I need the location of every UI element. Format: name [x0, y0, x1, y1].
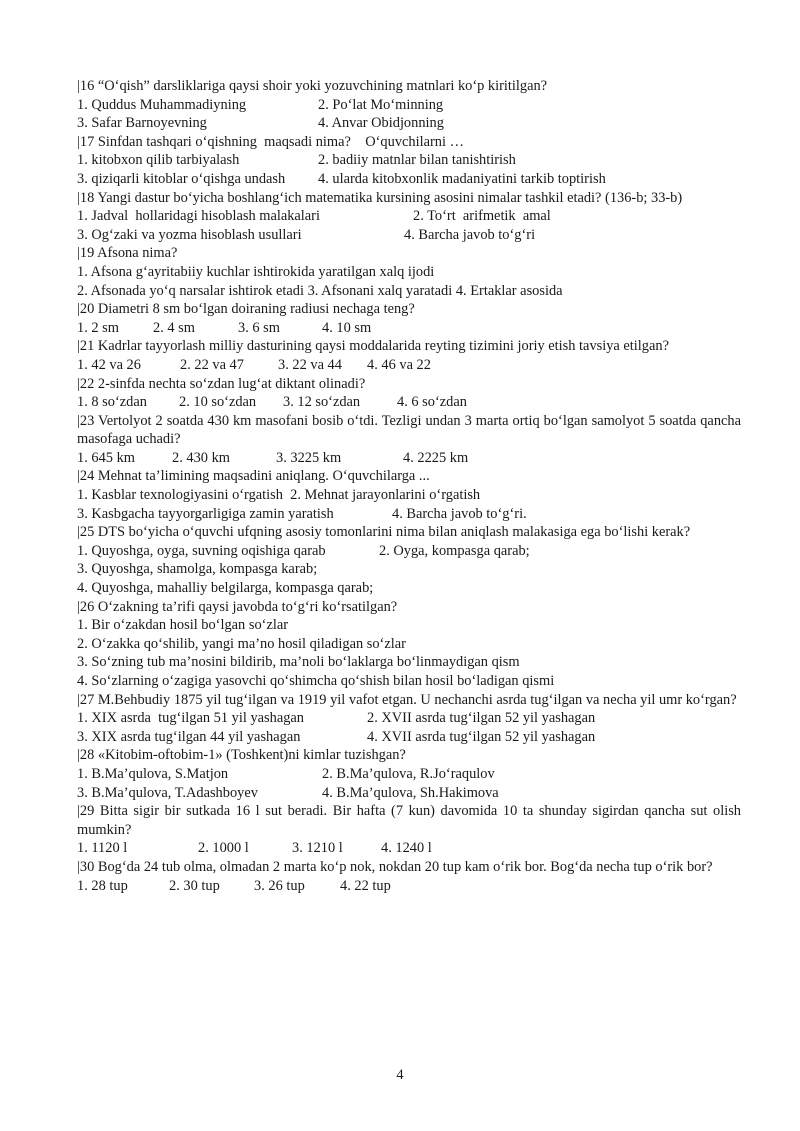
question-30-options — [77, 877, 741, 896]
question-16-option-1: 1. Quddus Muhammadiyning — [77, 96, 247, 113]
question-25-text: |25 DTS bo‘yicha o‘quvchi ufqning asosiy tomonlarini nima bilan aniqlash malakasiga ega bo‘lishi kerak? — [77, 524, 691, 541]
question-22-option-3: 3. 12 so‘zdan — [283, 394, 361, 411]
question-17-option-2: 2. badiiy matnlar bilan tanishtirish — [318, 152, 516, 169]
question-30-option-3: 3. 26 tup — [254, 877, 305, 894]
question-19-options-2-4: 2. Afsonada yo‘q narsalar ishtirok etadi 3. Afsonani xalq yaratadi 4. Ertaklar asosida — [77, 282, 563, 299]
question-21-option-3: 3. 22 va 44 — [278, 356, 342, 373]
question-22-option-4: 4. 6 so‘zdan — [397, 394, 467, 411]
question-27-option-3: 3. XIX asrda tug‘ilgan 44 yil yashagan — [77, 728, 301, 745]
question-18-option-2: 2. To‘rt arifmetik amal — [413, 208, 551, 225]
question-24-option-4: 4. Barcha javob to‘g‘ri. — [392, 505, 527, 522]
question-18-option-1: 1. Jadval hollaridagi hisoblash malakalari — [77, 208, 320, 225]
question-21-option-4: 4. 46 va 22 — [367, 356, 431, 373]
question-29-text: |29 Bitta sigir bir sutkada 16 l sut beradi. Bir hafta (7 kun) davomida 10 ta shunday sigirdan qancha sut olish mumkin? — [77, 803, 741, 838]
question-19-text: |19 Afsona nima? — [77, 245, 178, 262]
question-28-options-row-1 — [77, 765, 741, 784]
question-28-option-4: 4. B.Ma’qulova, Sh.Hakimova — [322, 784, 499, 801]
question-28-options-row-2 — [77, 784, 741, 803]
question-23-text: |23 Vertolyot 2 soatda 430 km masofani bosib o‘tdi. Tezligi undan 3 marta ortiq bo‘lgan samolyot 5 soatda qancha masofaga uchadi? — [77, 412, 741, 448]
question-25-option-4: 4. Quyoshga, mahalliy belgilarga, kompasga qarab; — [77, 580, 374, 597]
question-20-option-2: 2. 4 sm — [153, 319, 195, 336]
question-20-text: |20 Diametri 8 sm bo‘lgan doiraning radiusi nechaga teng? — [77, 301, 415, 318]
question-25-option-1: 1. Quyoshga, oyga, suvning oqishiga qarab — [77, 542, 326, 559]
question-27-text: |27 M.Behbudiy 1875 yil tug‘ilgan va 1919 yil vafot etgan. U nechanchi asrda tug‘ilgan va necha yil umr ko‘rgan? — [77, 691, 737, 708]
question-23-option-1: 1. 645 km — [77, 449, 135, 466]
question-25-option-2: 2. Oyga, kompasga qarab; — [379, 542, 530, 559]
question-28-option-3: 3. B.Ma’qulova, T.Adashboyev — [77, 784, 258, 801]
question-26-option-2: 2. O‘zakka qo‘shilib, yangi ma’no hosil qiladigan so‘zlar — [77, 635, 406, 652]
question-22-options — [77, 393, 741, 412]
question-27-option-4: 4. XVII asrda tug‘ilgan 52 yil yashagan — [367, 728, 596, 745]
question-27-option-2: 2. XVII asrda tug‘ilgan 52 yil yashagan — [367, 710, 596, 727]
question-28-option-1: 1. B.Ma’qulova, S.Matjon — [77, 765, 229, 782]
question-20-option-1: 1. 2 sm — [77, 319, 119, 336]
question-list — [77, 77, 741, 895]
question-20-options — [77, 319, 741, 338]
question-24-text: |24 Mehnat ta’limining maqsadini aniqlang. O‘quvchilarga ... — [77, 468, 430, 485]
page-number: 4 — [396, 1067, 404, 1083]
question-29-option-4: 4. 1240 l — [381, 840, 432, 857]
question-24-option-3: 3. Kasbgacha tayyorgarligiga zamin yaratish — [77, 505, 334, 522]
question-17-option-4: 4. ularda kitobxonlik madaniyatini tarkib toptirish — [318, 170, 606, 187]
question-18-options-row-2 — [77, 226, 741, 245]
question-16-option-4: 4. Anvar Obidjonning — [318, 115, 444, 132]
question-27-options-row-1 — [77, 709, 741, 728]
question-16-option-3: 3. Safar Barnoyevning — [77, 115, 207, 132]
question-18-text: |18 Yangi dastur bo‘yicha boshlang‘ich matematika kursining asosini nimalar tashkil etadi? (136-b; 33-b) — [77, 189, 683, 206]
question-23-option-3: 3. 3225 km — [276, 449, 342, 466]
question-20-option-4: 4. 10 sm — [322, 319, 372, 336]
question-23-options — [77, 449, 741, 468]
question-30-option-4: 4. 22 tup — [340, 877, 391, 894]
question-27-option-1: 1. XIX asrda tug‘ilgan 51 yil yashagan — [77, 710, 304, 727]
question-18-option-4: 4. Barcha javob to‘g‘ri — [404, 226, 536, 243]
question-29-option-1: 1. 1120 l — [77, 840, 128, 857]
question-21-option-2: 2. 22 va 47 — [180, 356, 244, 373]
question-21-text: |21 Kadrlar tayyorlash milliy dasturining qaysi moddalarida reyting tizimini joriy etish tavsiya etilgan? — [77, 338, 669, 355]
question-28-option-2: 2. B.Ma’qulova, R.Jo‘raqulov — [322, 765, 495, 782]
question-18-options-row-1 — [77, 207, 741, 226]
question-30-text: |30 Bog‘da 24 tub olma, olmadan 2 marta ko‘p nok, nokdan 20 tup kam o‘rik bor. Bog‘da necha tup o‘rik bor? — [77, 858, 713, 875]
question-22-option-1: 1. 8 so‘zdan — [77, 394, 147, 411]
question-26-option-1: 1. Bir o‘zakdan hosil bo‘lgan so‘zlar — [77, 617, 289, 634]
question-17-options-row-2 — [77, 170, 741, 189]
question-25-options-row-1 — [77, 542, 741, 561]
question-21-options — [77, 356, 741, 375]
question-26-text: |26 O‘zakning ta’rifi qaysi javobda to‘g‘ri ko‘rsatilgan? — [77, 598, 398, 615]
question-20-option-3: 3. 6 sm — [238, 319, 280, 336]
question-18-option-3: 3. Og‘zaki va yozma hisoblash usullari — [77, 226, 302, 243]
question-23-option-2: 2. 430 km — [172, 449, 230, 466]
question-17-option-1: 1. kitobxon qilib tarbiyalash — [77, 152, 240, 169]
question-30-option-1: 1. 28 tup — [77, 877, 128, 894]
question-16-text: |16 “O‘qish” darsliklariga qaysi shoir yoki yozuvchining matnlari ko‘p kiritilgan? — [77, 78, 548, 94]
question-30-option-2: 2. 30 tup — [169, 877, 220, 894]
question-29-options — [77, 839, 741, 858]
question-25-option-3: 3. Quyoshga, shamolga, kompasga karab; — [77, 561, 318, 578]
question-27-options-row-2 — [77, 728, 741, 747]
question-22-text: |22 2-sinfda nechta so‘zdan lug‘at diktant olinadi? — [77, 375, 366, 392]
question-24-options-1-2: 1. Kasblar texnologiyasini o‘rgatish 2. Mehnat jarayonlarini o‘rgatish — [77, 487, 481, 504]
question-16-options-row-1 — [77, 96, 741, 115]
question-24-options-row-2 — [77, 505, 741, 524]
question-19-option-1: 1. Afsona g‘ayritabiiy kuchlar ishtirokida yaratilgan xalq ijodi — [77, 263, 435, 280]
question-26-option-3: 3. So‘zning tub ma’nosini bildirib, ma’noli bo‘laklarga bo‘linmaydigan qism — [77, 654, 520, 671]
question-29-option-2: 2. 1000 l — [198, 840, 249, 857]
question-22-option-2: 2. 10 so‘zdan — [179, 394, 257, 411]
question-28-text: |28 «Kitobim-oftobim-1» (Toshkent)ni kimlar tuzishgan? — [77, 747, 406, 764]
question-16-options-row-2 — [77, 114, 741, 133]
question-16-option-2: 2. Po‘lat Mo‘minning — [318, 96, 444, 113]
question-29-option-3: 3. 1210 l — [292, 840, 343, 857]
question-21-option-1: 1. 42 va 26 — [77, 356, 141, 373]
question-17-option-3: 3. qiziqarli kitoblar o‘qishga undash — [77, 170, 286, 187]
question-17-options-row-1 — [77, 151, 741, 170]
question-17-text: |17 Sinfdan tashqari o‘qishning maqsadi nima? O‘quvchilarni … — [77, 133, 464, 150]
question-26-option-4: 4. So‘zlarning o‘zagiga yasovchi qo‘shimcha qo‘shish bilan hosil bo‘ladigan qismi — [77, 673, 555, 689]
question-23-option-4: 4. 2225 km — [403, 449, 469, 466]
